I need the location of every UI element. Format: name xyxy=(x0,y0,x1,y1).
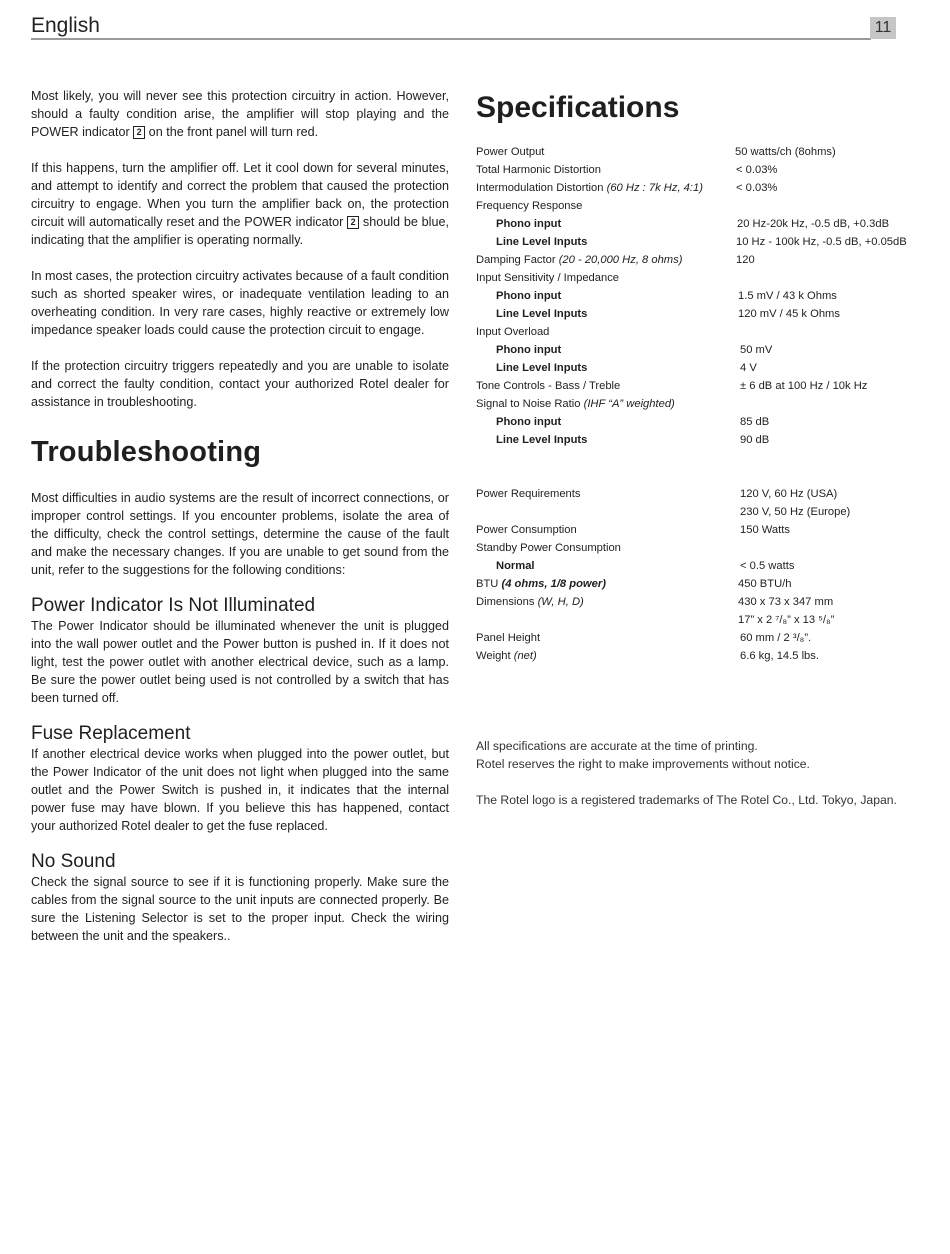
spec-row: Power Consumption 150 Watts xyxy=(476,524,790,536)
troubleshooting-intro: Most difficulties in audio systems are the result of incorrect connections, or improper control settings. If you encounter problems, isolate the area of the difficulty, check the control settings, determine the cause of the fault and make the necessary changes. If you are unable to get sound from the unit, refer to the suggestions for the following conditions: xyxy=(31,491,449,577)
right-column xyxy=(476,90,946,809)
section-text-power-indicator: The Power Indicator should be illuminated whenever the unit is plugged into the wall power outlet and the Power button is pushed in. If it does not light, test the power outlet with another electrical device, such as a lamp. Be sure the power outlet being used is not controlled by a switch that has been turned off. xyxy=(31,619,449,705)
spec-row: Normal < 0.5 watts xyxy=(496,560,795,572)
spec-row: Power Output 50 watts/ch (8ohms) xyxy=(476,146,836,158)
spec-row: Damping Factor (20 - 20,000 Hz, 8 ohms) 120 xyxy=(476,254,755,266)
spec-row: 17” x 2 ⁷/₈” x 13 ⁵/₈” xyxy=(738,614,835,626)
spec-row: Phono input 50 mV xyxy=(496,344,773,356)
section-heading-fuse: Fuse Replacement xyxy=(31,723,191,744)
spec-row: Line Level Inputs 4 V xyxy=(496,362,757,374)
note-improvements: Rotel reserves the right to make improvements without notice. xyxy=(476,757,810,771)
intro-paragraph-3: In most cases, the protection circuitry activates because of a fault condition such as shorted speaker wires, or inadequate ventilation leading to an overheating condition. In very rare cases, highly reactive or extremely low impedance speaker loads could cause the protection circuit to engage. xyxy=(31,269,449,337)
spec-row: Phono input 1.5 mV / 43 k Ohms xyxy=(496,290,837,302)
spec-row: Phono input 20 Hz-20k Hz, -0.5 dB, +0.3dB xyxy=(496,218,890,230)
note-accuracy: All specifications are accurate at the time of printing. xyxy=(476,739,758,753)
power-indicator-icon: 2 xyxy=(347,216,359,229)
spec-row: 230 V, 50 Hz (Europe) xyxy=(740,506,851,518)
note-trademark: The Rotel logo is a registered trademarks of The Rotel Co., Ltd. Tokyo, Japan. xyxy=(476,793,897,807)
spec-row: BTU (4 ohms, 1/8 power) 450 BTU/h xyxy=(476,578,792,590)
language-label: English xyxy=(31,14,100,37)
spec-row: Phono input 85 dB xyxy=(496,416,770,428)
intro-paragraph-2: If this happens, turn the amplifier off. Let it cool down for several minutes, and attempt to identify and correct the problem that caused the protection circuitry to engage. When you turn the amplifier back on, the protection circuit will automatically reset and the POWER indicator 2 should be blue, indicating that the amplifier is operating normally. xyxy=(31,161,449,247)
power-indicator-icon: 2 xyxy=(133,126,145,139)
section-heading-no-sound: No Sound xyxy=(31,851,116,872)
specifications-title: Specifications xyxy=(476,91,680,124)
page-number: 11 xyxy=(870,17,896,39)
spec-row: Total Harmonic Distortion < 0.03% xyxy=(476,164,778,176)
page-header xyxy=(31,14,895,40)
section-text-fuse: If another electrical device works when plugged into the power outlet, but the Power Indicator of the unit does not light when plugged into the same outlet and the Power Switch is pushed in, it indicates that the internal power fuse may have blown. If you believe this has happened, contact your authorized Rotel dealer to get the fuse replaced. xyxy=(31,747,449,833)
spec-row: Frequency Response xyxy=(476,200,583,212)
spec-row: Dimensions (W, H, D) 430 x 73 x 347 mm xyxy=(476,596,834,608)
spec-row: Intermodulation Distortion (60 Hz : 7k Hz, 4:1) < 0.03% xyxy=(476,182,778,194)
spec-row: Tone Controls - Bass / Treble ± 6 dB at 100 Hz / 10k Hz xyxy=(476,380,868,392)
troubleshooting-title: Troubleshooting xyxy=(31,436,262,468)
spec-notes xyxy=(476,737,946,809)
header-rule xyxy=(31,38,871,40)
section-text-no-sound: Check the signal source to see if it is functioning properly. Make sure the cables from the signal source to the unit inputs are connected properly. Be sure the Listening Selector is set to the proper input. Check the wiring between the unit and the speakers.. xyxy=(31,875,449,943)
spec-row: Input Sensitivity / Impedance xyxy=(476,272,620,284)
spec-row: Line Level Inputs 90 dB xyxy=(496,434,770,446)
spec-row: Panel Height 60 mm / 2 ³/₈”. xyxy=(476,632,812,644)
spec-row: Line Level Inputs 10 Hz - 100k Hz, -0.5 dB, +0.05dB xyxy=(496,236,907,248)
spec-row: Line Level Inputs 120 mV / 45 k Ohms xyxy=(496,308,840,320)
spec-row: Signal to Noise Ratio (IHF “A” weighted) xyxy=(476,398,675,410)
spec-row: Input Overload xyxy=(476,326,550,338)
spec-row: Standby Power Consumption xyxy=(476,542,621,554)
spec-row: Power Requirements 120 V, 60 Hz (USA) xyxy=(476,488,838,500)
left-column xyxy=(31,87,449,945)
spec-row: Weight (net) 6.6 kg, 14.5 lbs. xyxy=(476,650,819,662)
section-heading-power-indicator: Power Indicator Is Not Illuminated xyxy=(31,595,316,616)
intro-paragraph-4: If the protection circuitry triggers repeatedly and you are unable to isolate and correct the faulty condition, contact your authorized Rotel dealer for assistance in troubleshooting. xyxy=(31,359,449,409)
intro-paragraph-1: Most likely, you will never see this protection circuitry in action. However, should a faulty condition arise, the amplifier will stop playing and the POWER indicator 2 on the front panel will turn red. xyxy=(31,89,449,139)
